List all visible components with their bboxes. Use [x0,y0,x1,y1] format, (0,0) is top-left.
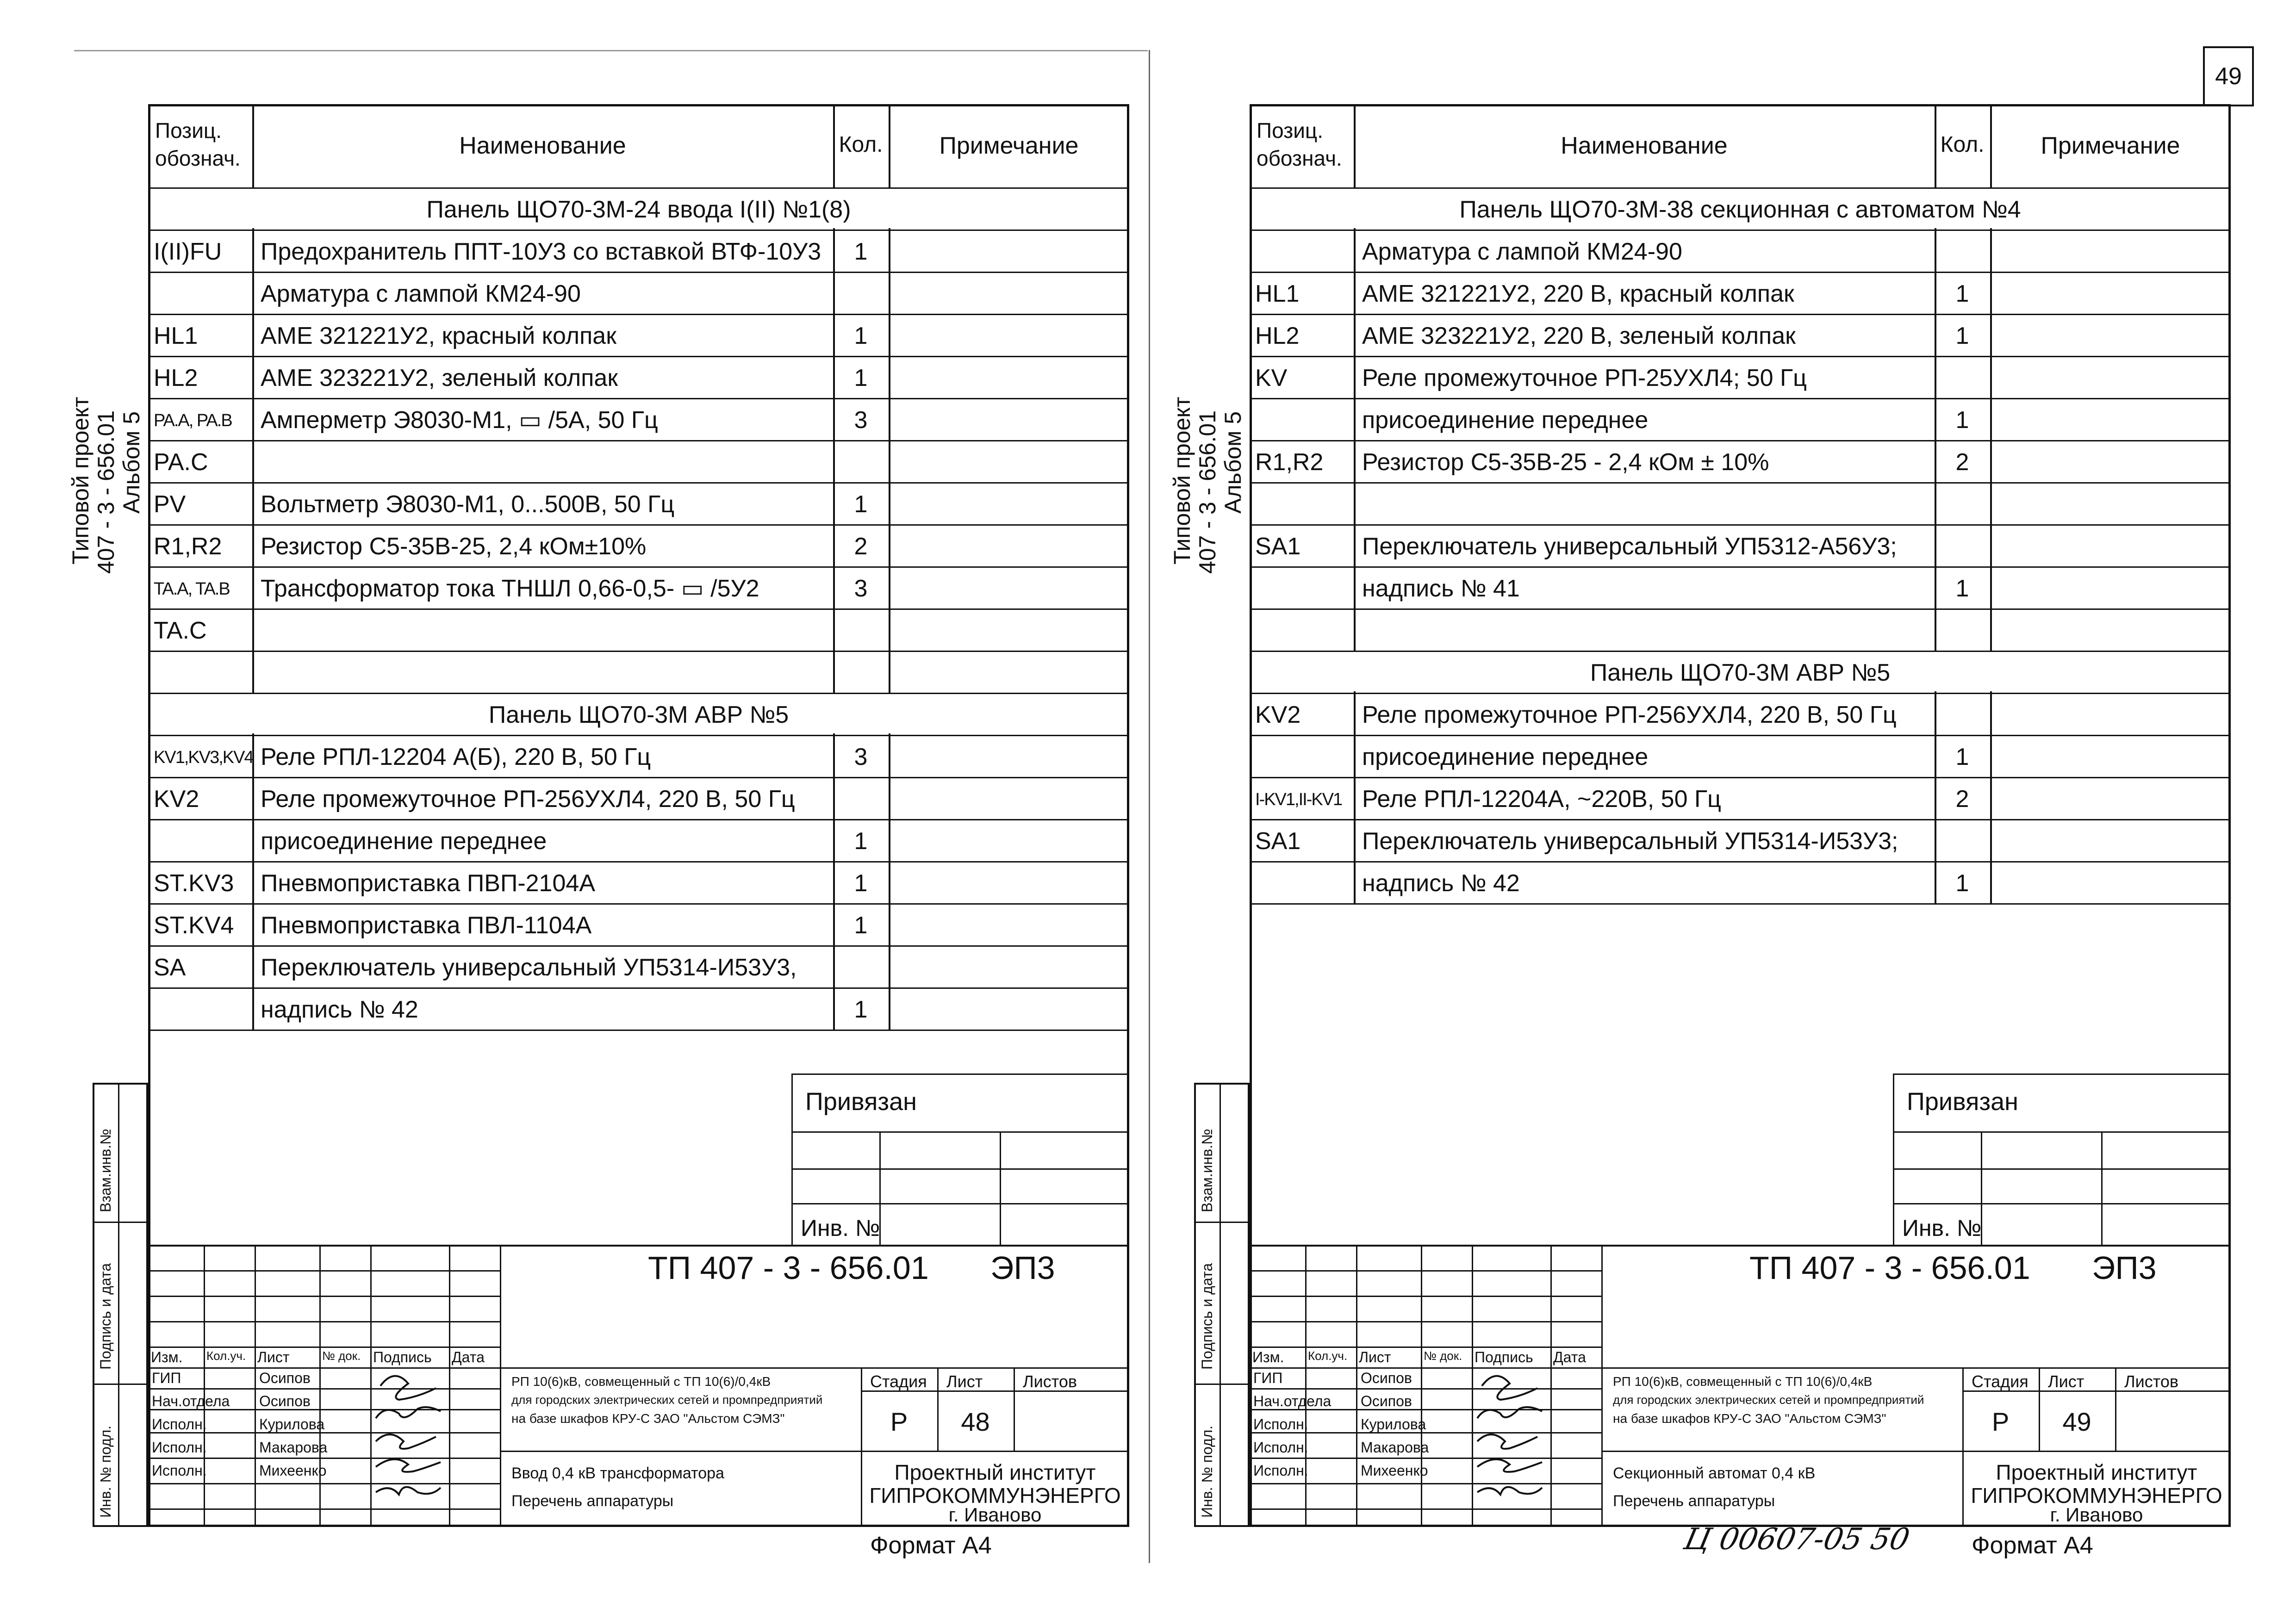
row-name: Амперметр Э8030-М1, ▭ /5А, 50 Гц [261,407,658,434]
title-col-label: Подпись [373,1349,432,1365]
privyazan-grid-line [791,1203,1129,1204]
project-desc-2: для городских электрических сетей и промпредприятий [1613,1393,1924,1407]
desc-mid-line [1601,1451,2231,1452]
org-line-3: г. Иваново [2050,1504,2143,1526]
row-name: Резистор С5-35В-25 - 2,4 кОм ± 10% [1362,449,1769,476]
stage-label: Стадия [870,1372,927,1391]
row-qty: 3 [854,744,868,770]
sheet-label: Лист [2048,1372,2084,1391]
row-name: Вольтметр Э8030-М1, 0...500В, 50 Гц [261,491,675,518]
table-row-line [148,230,1129,231]
title-block-col [1305,1245,1307,1527]
format-label: Формат А4 [1972,1532,2093,1559]
row-name: надпись № 42 [1362,870,1520,897]
row-name: Резистор С5-35В-25, 2,4 кОм±10% [261,533,647,560]
row-pos: HL2 [154,365,198,391]
row-pos: KV1,KV3,KV4 [154,748,253,767]
stamp-inv-podl: Инв. № подл. [1199,1425,1215,1518]
side-stamp-sep-2 [93,1384,148,1385]
title-col-label: Кол.уч. [206,1349,246,1363]
privyazan-col-2 [1000,1131,1001,1245]
title-grid-line [148,1296,500,1297]
table-row-line [1250,566,2231,568]
row-pos: ST.KV3 [154,870,234,897]
doc-suffix: ЭП3 [990,1250,1055,1286]
title-block-code-line [1601,1367,2231,1369]
row-pos: PA.C [154,449,208,476]
project-desc-2: для городских электрических сетей и промпредприятий [511,1393,823,1407]
table-row-line [148,314,1129,315]
signer-role: Исполн. [152,1416,207,1433]
row-qty: 2 [1955,786,1969,813]
row-qty: 3 [854,407,868,434]
signer-role: Исполн. [152,1462,207,1479]
row-qty: 1 [1955,323,1969,349]
row-name: Арматура с лампой КМ24-90 [261,280,581,307]
title-block-top [1250,1245,2231,1247]
row-pos: TA.C [154,617,207,644]
table-row-line [1250,819,2231,820]
stamp-podpis-data: Подпись и дата [1199,1263,1215,1370]
row-qty: 2 [1955,449,1969,476]
header-pos-2: обознач. [1257,146,1342,170]
title-grid-line [1250,1270,1601,1272]
desc-mid-line [500,1451,1129,1452]
title-col-label: Кол.уч. [1308,1349,1348,1363]
project-desc-1: РП 10(6)кВ, совмещенный с ТП 10(6)/0,4кВ [1613,1374,1873,1389]
signer-role: Исполн. [1253,1462,1308,1479]
row-name: Переключатель универсальный УП5314-И53У3, [261,954,797,981]
signature-scribble [1477,1459,1542,1472]
title-block-col [1601,1245,1603,1527]
row-pos: SA1 [1255,828,1301,855]
sheet-label: Лист [946,1372,983,1391]
table-row-line [148,903,1129,905]
row-name: АМЕ 321221У2, красный колпак [261,323,616,349]
title-col-label: Подпись [1475,1349,1533,1365]
privyazan-col-2 [2101,1131,2103,1245]
privyazan-top [1893,1074,2231,1075]
stamp-vzam-inv: Взам.инв.№ [97,1129,114,1212]
title-col-label: Лист [1359,1349,1391,1365]
row-name: Реле РПЛ-12204 А(Б), 220 В, 50 Гц [261,744,651,770]
sheet-number: 49 [2215,63,2242,90]
table-row-line [1250,272,2231,273]
title-grid-line [1250,1347,1601,1348]
signer-name: Макарова [1361,1439,1429,1456]
row-pos: PA.A, PA.B [154,411,232,430]
title-col-label: № док. [322,1349,361,1363]
sheets-label: Листов [1023,1372,1077,1391]
table-row-line [1250,314,2231,315]
signer-role: Исполн. [1253,1416,1308,1433]
side-label-project: Типовой проект [68,397,93,565]
row-qty: 3 [854,575,868,602]
privyazan-grid-line [791,1131,1129,1133]
signer-role: Исполн. [152,1439,207,1456]
row-pos: TA.A, TA.B [154,579,230,599]
privyazan-left [1893,1074,1894,1245]
header-note: Примечание [2041,132,2180,159]
signer-role: ГИП [152,1370,181,1386]
row-qty: 1 [1955,407,1969,434]
row-name: надпись № 41 [1362,575,1520,602]
title-block-col [1356,1245,1357,1527]
signature-scribble [1477,1434,1537,1449]
row-qty: 1 [854,912,868,939]
signature-scribble [376,1407,441,1418]
signer-role: Нач.отдела [152,1393,230,1409]
org-line-2: ГИПРОКОММУНЭНЕРГО [869,1483,1121,1508]
side-label-code: 407 - 3 - 656.01 [1195,410,1220,574]
row-pos: I(II)FU [154,238,222,265]
row-name: АМЕ 323221У2, 220 В, зеленый колпак [1362,323,1796,349]
project-desc-1: РП 10(6)кВ, совмещенный с ТП 10(6)/0,4кВ [511,1374,771,1389]
doc-suffix: ЭП3 [2092,1250,2157,1286]
table-row-line [1250,735,2231,736]
privyazan-grid-line [1893,1203,2231,1204]
privyazan-label: Привязан [1907,1088,2018,1116]
row-name: Арматура с лампой КМ24-90 [1362,238,1682,265]
stage-value: Р [890,1407,908,1436]
signature-scribble [1477,1487,1542,1495]
row-name: Трансформатор тока ТНШЛ 0,66-0,5- ▭ /5У2 [261,575,759,602]
sheet-frame [148,104,1129,1527]
stage-col-2 [2115,1367,2116,1451]
title-col-label: Изм. [1252,1349,1284,1365]
row-qty: 1 [1955,280,1969,307]
row-name: Реле РПЛ-12204А, ~220В, 50 Гц [1362,786,1721,813]
row-name: Реле промежуточное РП-25УХЛ4; 50 Гц [1362,365,1807,391]
row-qty: 1 [1955,575,1969,602]
title-block-col [319,1245,321,1527]
title-block-top [148,1245,1129,1247]
page-right [1101,0,2249,1601]
header-name: Наименование [1561,132,1728,159]
row-name: Реле промежуточное РП-256УХЛ4, 220 В, 50 Гц [1362,701,1897,728]
table-row-line [1250,482,2231,484]
stage-value: Р [1991,1407,2010,1436]
side-stamp-divider [1220,1083,1221,1527]
stage-label: Стадия [1972,1372,2028,1391]
table-row-line [1250,524,2231,526]
signer-name: Курилова [1361,1416,1426,1433]
table-row-line [1250,861,2231,863]
row-name: АМЕ 321221У2, 220 В, красный колпак [1362,280,1794,307]
row-pos: KV2 [1255,701,1301,728]
table-row-line [148,735,1129,736]
table-row-line [148,861,1129,863]
table-row-line [148,566,1129,568]
sheet-value: 49 [2062,1407,2091,1436]
sheet-title-2: Перечень аппаратуры [1613,1492,1775,1510]
row-name: Предохранитель ППТ-10У3 со вставкой ВТФ-10У3 [261,238,821,265]
table-row-line [1250,440,2231,441]
handwritten-note: Ц 00607-05 50 [1681,1522,1913,1557]
signature-scribble [380,1376,436,1400]
side-label-project: Типовой проект [1169,397,1195,565]
table-row-line [1250,608,2231,610]
signer-name: Осипов [1361,1370,1412,1386]
table-row-line [148,987,1129,989]
row-qty: 1 [854,870,868,897]
signatures [1473,1367,1551,1520]
side-stamp-divider [118,1083,119,1527]
signature-scribble [376,1434,436,1449]
row-pos: PV [154,491,186,518]
header-pos-2: обознач. [155,146,241,170]
table-row-line [148,272,1129,273]
header-pos-1: Позиц. [155,118,222,143]
org-line-1: Проектный институт [894,1460,1096,1484]
side-label-album: Альбом 5 [118,411,144,514]
title-grid-line [148,1347,500,1348]
doc-code: ТП 407 - 3 - 656.01 [1749,1250,2030,1286]
row-pos: I-KV1,II-KV1 [1255,790,1342,809]
table-row-line [1250,777,2231,778]
table-row-line [1250,693,2231,694]
stamp-inv-podl: Инв. № подл. [97,1425,114,1518]
side-stamp-sep-1 [93,1222,148,1223]
table-row-line [1250,903,2231,905]
sheet-title-1: Ввод 0,4 кВ трансформатора [511,1464,724,1482]
sheet-value: 48 [961,1407,990,1436]
row-qty: 1 [854,996,868,1023]
side-label-code: 407 - 3 - 656.01 [93,410,119,574]
row-pos: SA1 [1255,533,1301,560]
header-pos-1: Позиц. [1257,118,1324,143]
privyazan-left [791,1074,793,1245]
sheet-title-1: Секционный автомат 0,4 кВ [1613,1464,1816,1482]
stamp-vzam-inv: Взам.инв.№ [1199,1129,1215,1212]
format-label: Формат А4 [870,1532,992,1559]
table-row-line [148,777,1129,778]
title-grid-line [148,1270,500,1272]
project-desc-3: на базе шкафов КРУ-С ЗАО "Альстом СЭМЗ" [511,1411,785,1426]
title-block-code-line [500,1367,1129,1369]
table-row-line [148,398,1129,399]
title-col-label: № док. [1424,1349,1462,1363]
title-grid-line [1250,1296,1601,1297]
header-qty: Кол. [839,132,883,157]
row-name: присоединение переднее [1362,744,1649,770]
title-block-col [255,1245,256,1527]
row-name: Переключатель универсальный УП5312-А56У3; [1362,533,1897,560]
row-name: надпись № 42 [261,996,418,1023]
signer-name: Макарова [259,1439,328,1456]
row-pos: HL1 [154,323,198,349]
row-qty: 1 [854,828,868,855]
org-line-3: г. Иваново [948,1504,1042,1526]
table-row-line [148,819,1129,820]
stage-col-2 [1014,1367,1015,1451]
row-pos: ST.KV4 [154,912,234,939]
signature-scribble [1477,1407,1542,1418]
table-row-line [148,482,1129,484]
signer-name: Михеенко [259,1462,327,1479]
signer-name: Осипов [259,1370,311,1386]
table-row-line [148,356,1129,357]
side-stamp-sep-1 [1194,1222,1250,1223]
table-row-line [148,651,1129,652]
sheet-frame [1250,104,2231,1527]
table-row-line [1250,230,2231,231]
row-pos: KV2 [154,786,199,813]
table-row-line [148,1030,1129,1031]
row-pos: SA [154,954,186,981]
title-col-label: Лист [257,1349,290,1365]
row-pos: KV [1255,365,1288,391]
row-name: Пневмоприставка ПВЛ-1104А [261,912,592,939]
sheet-title-2: Перечень аппаратуры [511,1492,674,1510]
table-row-line [1250,356,2231,357]
row-name: Реле промежуточное РП-256УХЛ4, 220 В, 50 Гц [261,786,795,813]
org-line-2: ГИПРОКОММУНЭНЕРГО [1971,1483,2222,1508]
section-title: Панель ЩО70-3М-24 ввода I(II) №1(8) [426,196,851,223]
signer-name: Осипов [1361,1393,1412,1409]
side-label-album: Альбом 5 [1220,411,1246,514]
header-name: Наименование [459,132,626,159]
signatures [371,1367,450,1520]
section-title: Панель ЩО70-3М АВР №5 [1590,659,1891,686]
row-name: Пневмоприставка ПВП-2104А [261,870,595,897]
inv-no-label: Инв. № [1902,1215,1982,1241]
table-row-line [1250,398,2231,399]
signer-name: Осипов [259,1393,311,1409]
title-block-col [1421,1245,1422,1527]
title-col-label: Дата [452,1349,485,1365]
doc-code: ТП 407 - 3 - 656.01 [648,1250,929,1286]
row-pos: R1,R2 [1255,449,1324,476]
table-row-line [148,945,1129,947]
row-qty: 1 [854,365,868,391]
row-pos: HL2 [1255,323,1300,349]
signer-role: Исполн. [1253,1439,1308,1456]
title-col-label: Изм. [151,1349,183,1365]
row-pos: R1,R2 [154,533,222,560]
signature-scribble [376,1487,441,1495]
row-qty: 2 [854,533,868,560]
org-line-1: Проектный институт [1996,1460,2197,1484]
row-name: Переключатель универсальный УП5314-И53У3; [1362,828,1898,855]
row-qty: 1 [1955,744,1969,770]
signer-role: ГИП [1253,1370,1283,1386]
table-row-line [148,608,1129,610]
sheets-label: Листов [2124,1372,2178,1391]
privyazan-top [791,1074,1129,1075]
row-qty: 1 [854,238,868,265]
privyazan-grid-line [1893,1168,2231,1170]
signer-name: Курилова [259,1416,325,1433]
title-block-col [204,1245,205,1527]
title-grid-line [1250,1321,1601,1322]
title-grid-line [148,1321,500,1322]
section-title: Панель ЩО70-3М АВР №5 [488,701,789,728]
title-col-label: Дата [1553,1349,1586,1365]
row-pos: HL1 [1255,280,1300,307]
header-qty: Кол. [1940,132,1985,157]
signer-name: Михеенко [1361,1462,1428,1479]
row-qty: 1 [854,491,868,518]
privyazan-grid-line [1893,1131,2231,1133]
row-qty: 1 [854,323,868,349]
row-name: АМЕ 323221У2, зеленый колпак [261,365,618,391]
signature-scribble [1482,1376,1537,1400]
title-block-col [500,1245,501,1527]
row-name: присоединение переднее [1362,407,1649,434]
row-name: присоединение переднее [261,828,547,855]
privyazan-label: Привязан [805,1088,917,1116]
table-row-line [148,524,1129,526]
signature-scribble [376,1459,441,1472]
privyazan-grid-line [791,1168,1129,1170]
row-qty: 1 [1955,870,1969,897]
section-title: Панель ЩО70-3М-38 секционная с автоматом №4 [1459,196,2021,223]
inv-no-label: Инв. № [801,1215,880,1241]
signer-role: Нач.отдела [1253,1393,1332,1409]
table-row-line [148,440,1129,441]
stamp-podpis-data: Подпись и дата [97,1263,114,1370]
side-stamp-sep-2 [1194,1384,1250,1385]
project-desc-3: на базе шкафов КРУ-С ЗАО "Альстом СЭМЗ" [1613,1411,1886,1426]
header-note: Примечание [939,132,1079,159]
